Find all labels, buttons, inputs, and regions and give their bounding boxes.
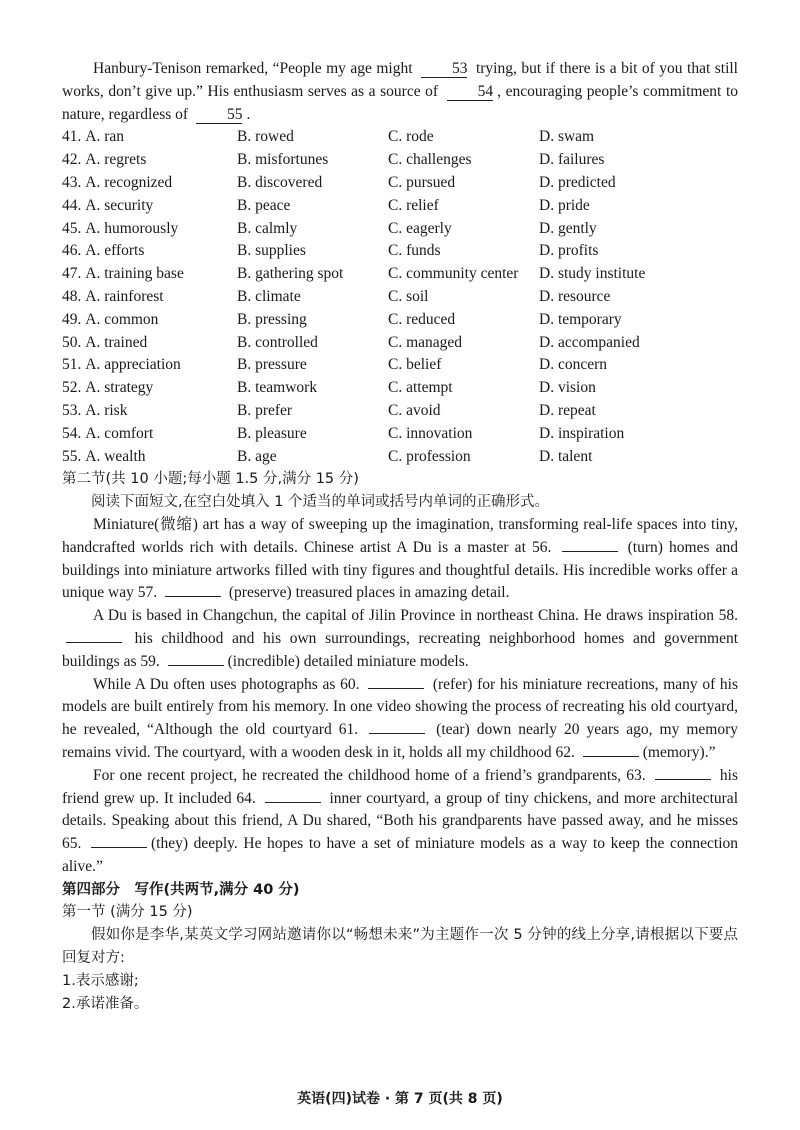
passage-text: (refer) for his miniature recreations, many of his models are built entirely from his memory. In one video showing the process of recreating his old courtyard, he revealed, “Although the old courtyard 61. [62, 675, 739, 739]
blank-57[interactable] [165, 582, 221, 597]
question-number: 53. [62, 401, 82, 419]
part4-subheading: 第一节 (满分 15 分) [62, 904, 193, 921]
option-c: C. challenges [388, 151, 472, 169]
option-row-46 [62, 240, 738, 263]
question-number: 49. [62, 310, 82, 328]
question-number: 48. [62, 287, 82, 305]
option-row-47 [62, 263, 738, 286]
passage-text: his childhood and his own surroundings, recreating neighborhood homes and government buildings as 59. [62, 629, 738, 670]
question-number: 45. [62, 219, 82, 237]
option-c: C. profession [388, 447, 471, 465]
option-a: A. rainforest [85, 287, 164, 305]
option-d: D. gently [539, 219, 597, 237]
option-d: D. talent [539, 447, 593, 465]
option-row-51 [62, 354, 738, 377]
question-number: 42. [62, 151, 82, 169]
option-b: B. pressing [237, 310, 307, 328]
option-d: D. inspiration [539, 424, 625, 442]
passage-text: Miniature(微缩) art has a way of sweeping up the imagination, transforming real-life spaces into tiny, handcrafted worlds rich with details. Chinese artist A Du is a master at 56. [62, 515, 738, 556]
option-row-48 [62, 286, 738, 309]
option-b: B. peace [237, 196, 291, 214]
question-number: 54. [62, 424, 82, 442]
option-d: D. temporary [539, 310, 622, 328]
question-number: 55. [62, 447, 82, 465]
grammar-paragraph-2 [62, 605, 738, 673]
option-a: A. common [85, 310, 159, 328]
option-d: D. swam [539, 128, 595, 146]
option-row-43 [62, 172, 738, 195]
question-number: 52. [62, 379, 82, 397]
option-c: C. reduced [388, 310, 456, 328]
option-a: A. ran [85, 128, 124, 146]
writing-point-2: 2.承诺准备。 [62, 995, 149, 1012]
option-c: C. attempt [388, 379, 453, 397]
option-row-44 [62, 195, 738, 218]
passage-text: (memory).” [642, 743, 716, 761]
option-a: A. recognized [85, 173, 173, 191]
option-b: B. pleasure [237, 424, 307, 442]
writing-prompt: 假如你是李华,某英文学习网站邀请你以“畅想未来”为主题作一次 5 分钟的线上分享,请根据以下要点回复对方: [62, 927, 738, 967]
option-d: D. concern [539, 356, 607, 374]
option-row-42 [62, 149, 738, 172]
section2-instruction: 阅读下面短文,在空白处填入 1 个适当的单词或括号内单词的正确形式。 [91, 494, 550, 511]
passage-text: For one recent project, he recreated the childhood home of a friend’s grandparents, 63. [93, 766, 646, 784]
option-c: C. innovation [388, 424, 473, 442]
option-c: C. relief [388, 196, 439, 214]
passage-text: (preserve) treasured places in amazing detail. [228, 584, 510, 602]
option-row-53 [62, 400, 738, 423]
blank-61[interactable] [369, 719, 425, 734]
section2-heading: 第二节(共 10 小题;每小题 1.5 分,满分 15 分) [62, 471, 359, 488]
option-d: D. predicted [539, 173, 616, 191]
passage-text: While A Du often uses photographs as 60. [93, 675, 360, 693]
option-row-45 [62, 218, 738, 241]
option-a: A. humorously [85, 219, 179, 237]
option-a: A. wealth [85, 447, 146, 465]
option-d: D. repeat [539, 401, 596, 419]
blank-64[interactable] [265, 788, 321, 803]
option-d: D. vision [539, 379, 596, 397]
passage-text: Hanbury-Tenison remarked, “People my age might [93, 60, 413, 77]
option-a: A. security [85, 196, 154, 214]
option-b: B. age [237, 447, 277, 465]
option-a: A. strategy [85, 379, 154, 397]
page-footer: 英语(四)试卷 · 第 7 页(共 8 页) [297, 1091, 503, 1107]
grammar-paragraph-4 [62, 765, 738, 879]
option-a: A. risk [85, 401, 128, 419]
question-number: 47. [62, 265, 82, 283]
option-a: A. appreciation [85, 356, 181, 374]
option-row-49 [62, 309, 738, 332]
option-b: B. misfortunes [237, 151, 329, 169]
blank-65[interactable] [91, 833, 147, 848]
grammar-paragraph-3 [62, 674, 738, 765]
option-row-55 [62, 446, 738, 469]
option-a: A. efforts [85, 242, 145, 260]
blank-53: 53 [421, 61, 468, 78]
option-b: B. discovered [237, 173, 323, 191]
blank-56[interactable] [562, 537, 618, 552]
option-a: A. trained [85, 333, 148, 351]
passage-ending [62, 58, 738, 126]
option-d: D. failures [539, 151, 605, 169]
option-d: D. accompanied [539, 333, 640, 351]
option-a: A. training base [85, 265, 184, 283]
blank-54: 54 [447, 84, 494, 101]
options-table [62, 126, 738, 468]
option-b: B. rowed [237, 128, 294, 146]
part4-heading: 第四部分 写作(共两节,满分 40 分) [62, 881, 300, 898]
question-number: 46. [62, 242, 82, 260]
passage-text: trying, but if there is a bit of you that still works, don’t give up.” His enthusiasm serves as a source of [62, 60, 738, 100]
question-number: 44. [62, 196, 82, 214]
passage-text: (tear) down nearly 20 years ago, my memory remains vivid. The courtyard, with a wooden desk in it, holds all my childhood 62. [62, 721, 739, 761]
option-a: A. regrets [85, 151, 147, 169]
writing-point-1: 1.表示感谢; [62, 972, 139, 989]
option-c: C. eagerly [388, 219, 452, 237]
question-number: 51. [62, 356, 82, 374]
question-number: 50. [62, 333, 82, 351]
blank-59[interactable] [168, 651, 224, 666]
option-b: B. calmly [237, 219, 298, 237]
passage-text: inner courtyard, a group of tiny chickens, and more architectural details. Speaking about this friend, A Du shared, “Both his grandparents have passed away, and he misses 65. [62, 789, 738, 853]
option-a: A. comfort [85, 424, 154, 442]
option-row-41 [62, 126, 738, 149]
option-b: B. controlled [237, 333, 318, 351]
option-c: C. community center [388, 265, 519, 283]
passage-text: , encouraging people’s commitment to nature, regardless of [62, 82, 739, 123]
exam-page [62, 58, 738, 1015]
blank-63[interactable] [655, 765, 711, 780]
option-d: D. pride [539, 196, 590, 214]
option-d: D. profits [539, 242, 599, 260]
option-c: C. pursued [388, 173, 456, 191]
option-b: B. prefer [237, 401, 293, 419]
question-number: 43. [62, 173, 82, 191]
option-d: D. study institute [539, 265, 646, 283]
passage-text: . [246, 105, 251, 123]
grammar-paragraph-1 [62, 514, 738, 605]
option-c: C. funds [388, 242, 441, 260]
question-number: 41. [62, 128, 82, 146]
option-b: B. climate [237, 287, 301, 305]
option-c: C. managed [388, 333, 463, 351]
blank-55: 55 [196, 107, 243, 124]
option-c: C. belief [388, 356, 442, 374]
blank-58[interactable] [66, 628, 122, 643]
passage-text: his friend grew up. It included 64. [62, 766, 739, 807]
option-c: C. avoid [388, 401, 441, 419]
passage-text: A Du is based in Changchun, the capital of Jilin Province in northeast China. He draws inspiration 58. [93, 607, 738, 625]
blank-60[interactable] [368, 674, 424, 689]
option-b: B. pressure [237, 356, 307, 374]
option-c: C. soil [388, 287, 429, 305]
option-row-54 [62, 423, 738, 446]
option-b: B. teamwork [237, 379, 318, 397]
option-d: D. resource [539, 287, 611, 305]
passage-text: (they) deeply. He hopes to have a set of miniature models as a way to keep the connection alive.” [62, 835, 739, 875]
option-c: C. rode [388, 128, 434, 146]
passage-text: (incredible) detailed miniature models. [227, 652, 469, 670]
option-row-50 [62, 332, 738, 355]
blank-62[interactable] [583, 742, 639, 757]
option-b: B. gathering spot [237, 265, 344, 283]
option-b: B. supplies [237, 242, 306, 260]
option-row-52 [62, 377, 738, 400]
passage-text: (turn) homes and buildings into miniature artworks filled with tiny figures and thoughtful details. His incredible works offer a unique way 57. [62, 538, 739, 602]
